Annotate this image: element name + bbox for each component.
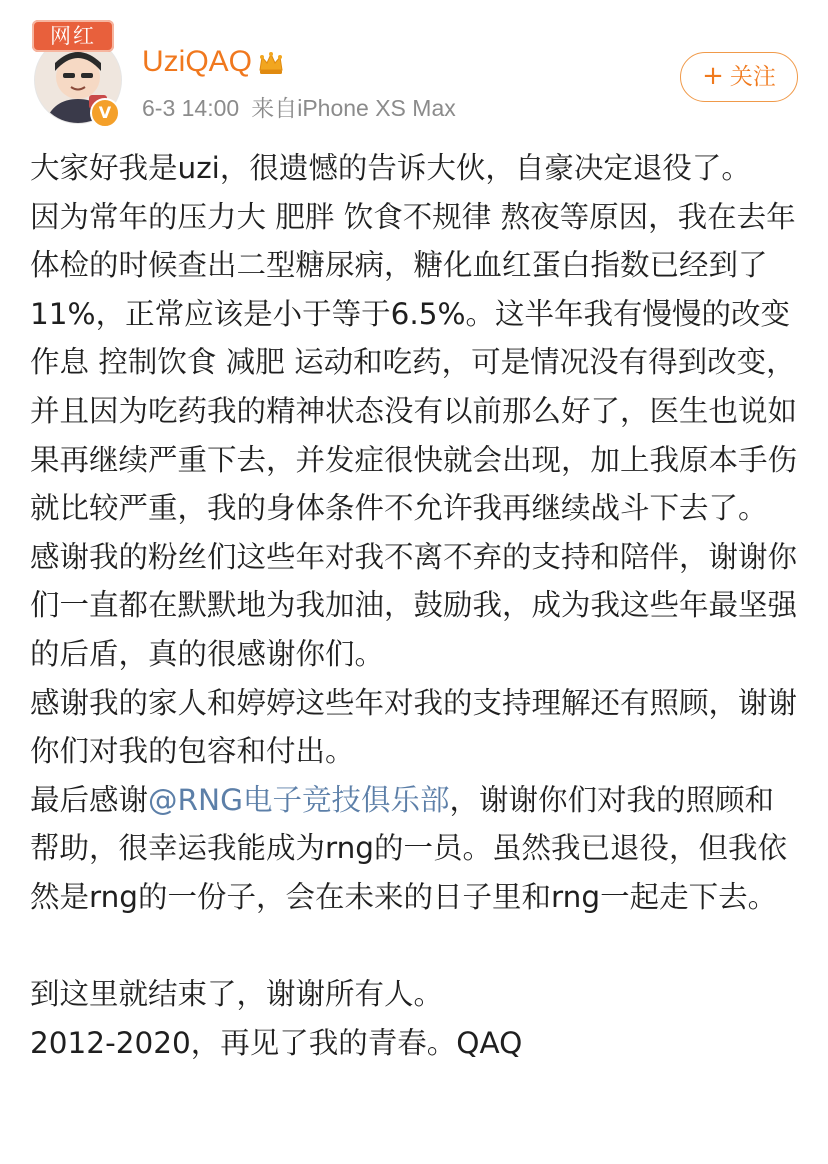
- paragraph-closing: 到这里就结束了，谢谢所有人。: [30, 977, 444, 1012]
- avatar-badge: 网红: [32, 20, 114, 52]
- plus-icon: +: [702, 61, 724, 91]
- thanks-prefix: 最后感谢: [30, 782, 149, 817]
- post-meta: [142, 93, 456, 123]
- post-header: [0, 0, 828, 140]
- verified-v-icon: V: [90, 98, 120, 128]
- post-time: 6-3 14:00: [142, 95, 240, 121]
- paragraph-intro: 大家好我是uzi，很遗憾的告诉大伙，自豪决定退役了。: [30, 151, 751, 185]
- paragraph-reason: 因为常年的压力大 肥胖 饮食不规律 熬夜等原因，我在去年体检的时候查出二型糖尿病，糖化血红蛋白指数已经到了11%，正常应该是小于等于6.5%。这半年我有慢慢的改变作息 控制饮食 减肥 运动和吃药，可是情况没有得到改变，并且因为吃药我的精神状态没有以前那么好了，医生也说如果再继续严重下去，并发症很快就会出现，加上我原本手伤就比较严重，我的身体条件不允许我再继续战斗下去了。: [30, 199, 798, 526]
- paragraph-signoff: 2012-2020，再见了我的青春。QAQ: [30, 1025, 523, 1060]
- follow-button[interactable]: [680, 52, 798, 102]
- mention-link[interactable]: @RNG电子竞技俱乐部: [148, 782, 450, 817]
- username[interactable]: UziQAQ: [142, 45, 253, 78]
- avatar-wrap[interactable]: [28, 20, 122, 124]
- crown-icon[interactable]: [256, 48, 286, 78]
- thanks-suffix: ，谢谢你们对我的照顾和帮助，很幸运我能成为rng的一员。虽然我已退役，但我依然是rng的一份子，会在未来的日子里和rng一起走下去。: [30, 782, 788, 914]
- paragraph-thanks-fans: 感谢我的粉丝们这些年对我不离不弃的支持和陪伴，谢谢你们一直都在默默地为我加油，鼓励我，成为我这些年最坚强的后盾，真的很感谢你们。: [30, 539, 798, 671]
- blank-line: [30, 922, 798, 971]
- paragraph-thanks-family: 感谢我的家人和婷婷这些年对我的支持理解还有照顾，谢谢你们对我的包容和付出。: [30, 685, 798, 769]
- follow-label: 关注: [729, 64, 776, 90]
- post-source: 来自iPhone XS Max: [251, 95, 456, 121]
- post-content: [30, 144, 798, 1067]
- paragraph-thanks-club: [30, 776, 798, 922]
